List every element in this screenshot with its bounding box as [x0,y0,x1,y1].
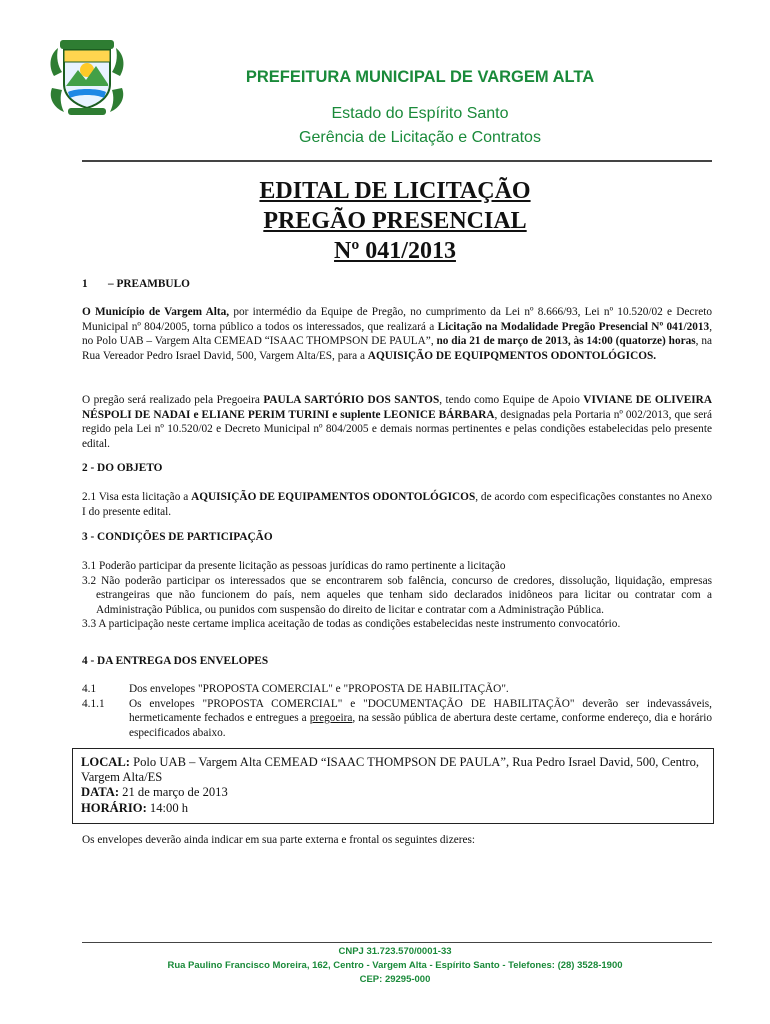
section-number: 1 [82,278,88,290]
preamble-paragraph: O Município de Vargem Alta, por intermédio da Equipe de Pregão, no cumprimento da Lei nº 8.666/93, Lei nº 10.520/02 e Decreto Municipal nº 804/2005, torna público a todos os interessados, que realizará a Licitação na Modalidade Pregão Presencial Nº 041/2013, no Polo UAB – Vargem Alta CEMEAD “ISAAC THOMPSON DE PAULA”, no dia 21 de março de 2013, às 14:00 (quatorze) horas, na Rua Vereador Pedro Israel David, 500, Vargem Alta/ES, para a AQUISIÇÃO DE EQUIPQMENTOS ODONTOLÓGICOS. [82,306,713,362]
envelope-instructions-paragraph: Os envelopes deverão ainda indicar em sua parte externa e frontal os seguintes dizeres: [82,834,476,846]
object-paragraph: 2.1 Visa esta licitação a AQUISIÇÃO DE EQUIPAMENTOS ODONTOLÓGICOS, de acordo com especificações constantes no Anexo I do presente edital. [82,491,712,518]
list-item: 4.1.1 Os envelopes "PROPOSTA COMERCIAL" e "DOCUMENTAÇÃO DE HABILITAÇÃO" deverão ser indevassáveis, hermeticamente fechados e entregues a pregoeira, na sessão pública de abertura deste certame, conforme endereço, dia e horário especificados abaixo. [82,697,713,739]
session-time: HORÁRIO: 14:00 h [81,800,189,815]
participation-list [82,559,712,632]
footer-cep: CEP: 29295-000 [359,974,431,985]
section-heading-envelopes: 4 - DA ENTREGA DOS ENVELOPES [82,655,269,667]
list-item: 3.3 A participação neste certame implica aceitação de todas as condições estabelecidas neste instrumento convocatório. [82,618,621,631]
footer-cnpj: CNPJ 31.723.570/0001-33 [338,946,452,957]
municipality-title: PREFEITURA MUNICIPAL DE VARGEM ALTA [245,68,595,86]
footer-divider [82,942,712,943]
document-number: Nº 041/2013 [334,238,456,264]
list-item: 3.1 Poderão participar da presente licitação as pessoas jurídicas do ramo pertinente a licitação [82,560,506,572]
header-divider [82,160,712,162]
envelopes-list [82,682,712,740]
session-location: LOCAL: Polo UAB – Vargem Alta CEMEAD “ISAAC THOMPSON DE PAULA”, Rua Pedro Israel David, 500, Centro, Vargem Alta/ES [81,755,700,785]
state-name: Estado do Espírito Santo [331,105,509,122]
section-heading-object: 2 - DO OBJETO [82,462,163,474]
section-heading-preamble: – PREAMBULO [108,278,190,290]
footer-address: Rua Paulino Francisco Moreira, 162, Centro - Vargem Alta - Espírito Santo - Telefones: (28) 3528-1900 [167,960,623,971]
document-subtitle: PREGÃO PRESENCIAL [263,208,527,234]
auctioneer-paragraph: O pregão será realizado pela Pregoeira PAULA SARTÓRIO DOS SANTOS, tendo como Equipe de Apoio VIVIANE DE OLIVEIRA NÉSPOLI DE NADAI e ELIANE PERIM TURINI e suplente LEONICE BÁRBARA, designadas pela Portaria nº 002/2013, que será regido pela Lei nº 10.520/02 e Decreto Municipal nº 804/2005 e demais normas pertinentes e pelas condições estabelecidas pelo presente edital. [82,394,713,450]
section-heading-participation: 3 - CONDIÇÕES DE PARTICIPAÇÃO [82,531,273,543]
session-date: DATA: 21 de março de 2013 [81,785,228,800]
document-title: EDITAL DE LICITAÇÃO [259,178,531,204]
session-info-box [72,748,714,824]
municipal-coat-of-arms [46,36,128,118]
list-item: 3.2 Não poderão participar os interessados que se encontrarem sob falência, concurso de credores, dissolução, liquidação, empresas estrangeiras que não funcionem do país, nem aqueles que tenham sido declarados inidôneos para licitar ou contratar com a Administração Pública, ou punidos com suspensão do direito de licitar e contratar com a Administração Pública. [82,574,712,616]
department-name: Gerência de Licitação e Contratos [299,129,541,146]
list-item: 4.1 Dos envelopes "PROPOSTA COMERCIAL" e "PROPOSTA DE HABILITAÇÃO". [82,683,509,695]
